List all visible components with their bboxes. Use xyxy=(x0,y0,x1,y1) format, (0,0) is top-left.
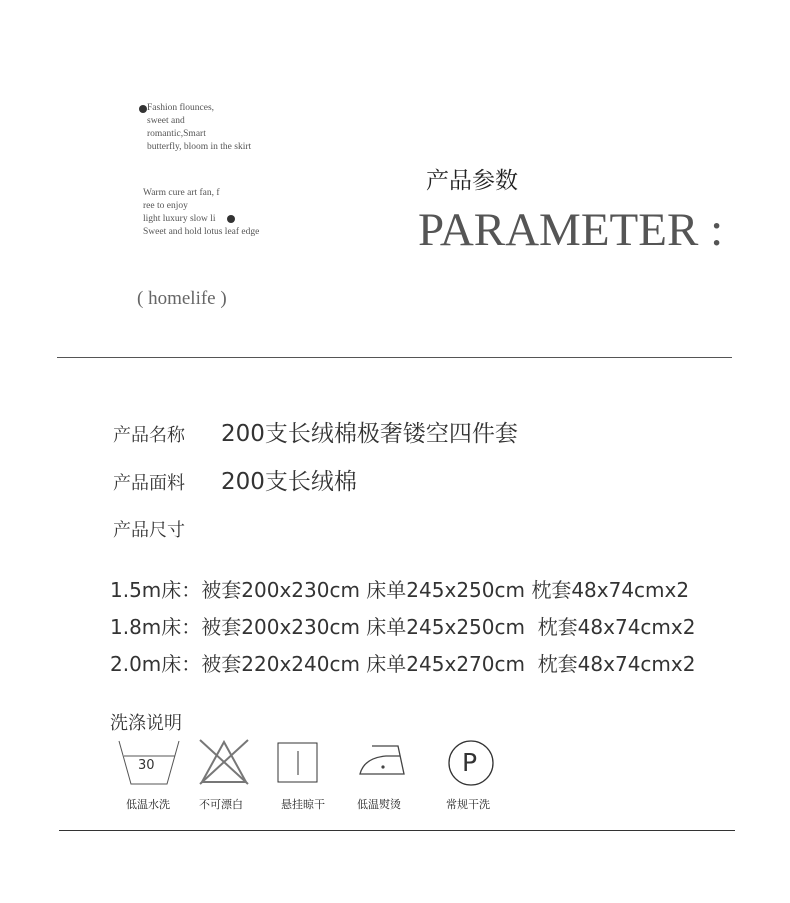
name-value: 200支长绒棉极奢镂空四件套 xyxy=(221,421,518,447)
line-dry-icon xyxy=(277,742,319,784)
care-title: 洗涤说明 xyxy=(110,713,182,734)
bullet-dot xyxy=(139,105,147,113)
wash-temp: 30 xyxy=(138,758,155,773)
name-label: 产品名称 xyxy=(113,425,185,446)
intro-line: ree to enjoy xyxy=(143,201,188,211)
care-label: 悬挂晾干 xyxy=(281,798,325,811)
intro-line: romantic,Smart xyxy=(147,129,206,139)
care-label: 不可漂白 xyxy=(199,798,243,811)
fabric-value: 200支长绒棉 xyxy=(221,469,357,495)
intro-line: butterfly, bloom in the skirt xyxy=(147,142,252,152)
intro-line: light luxury slow li xyxy=(143,214,216,224)
care-label: 低温水洗 xyxy=(126,798,170,811)
intro-text-1 xyxy=(147,102,251,154)
bullet-dot xyxy=(227,215,235,223)
intro-line: sweet and xyxy=(147,116,185,126)
care-label: 低温熨烫 xyxy=(357,798,401,811)
size-label: 产品尺寸 xyxy=(113,520,185,541)
title-cn: 产品参数 xyxy=(426,168,518,194)
intro-line: Sweet and hold lotus leaf edge xyxy=(143,227,260,237)
no-bleach-icon xyxy=(198,738,250,786)
p-symbol: P xyxy=(462,748,478,777)
size-row: 2.0m床：被套220x240cm 床单245x270cm 枕套48x74cmx2 xyxy=(110,652,696,676)
size-row: 1.5m床：被套200x230cm 床单245x250cm 枕套48x74cmx2 xyxy=(110,578,690,602)
brand-name: ( homelife ) xyxy=(137,288,227,309)
care-label: 常规干洗 xyxy=(446,798,490,811)
size-row: 1.8m床：被套200x230cm 床单245x250cm 枕套48x74cmx2 xyxy=(110,615,696,639)
low-iron-icon xyxy=(358,742,408,780)
intro-line: Warm cure art fan, f xyxy=(143,188,220,198)
fabric-label: 产品面料 xyxy=(113,473,185,494)
intro-line: Fashion flounces, xyxy=(147,103,215,113)
intro-text-2 xyxy=(143,187,259,239)
divider xyxy=(57,357,732,358)
title-en: PARAMETER : xyxy=(418,204,724,256)
divider xyxy=(59,830,735,831)
